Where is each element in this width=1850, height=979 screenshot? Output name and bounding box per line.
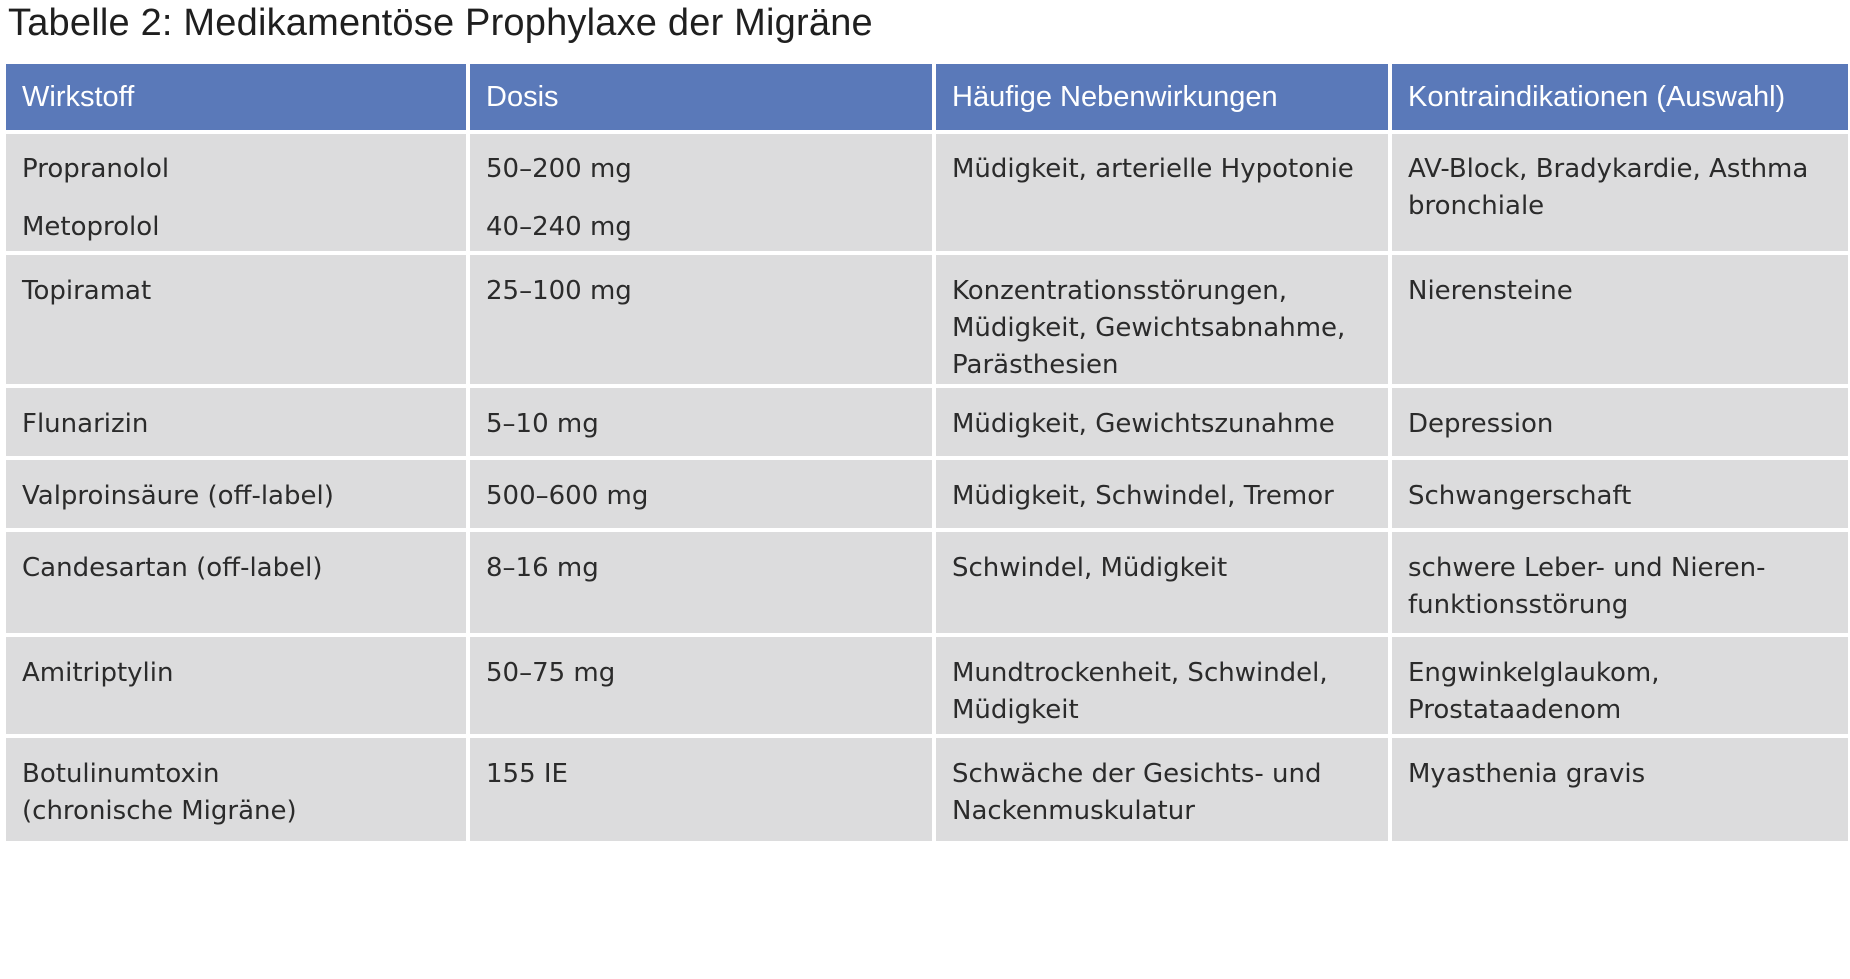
cell-dosis	[470, 134, 932, 251]
table-row	[6, 255, 1848, 384]
cell-wirkstoff: Amitriptylin	[6, 637, 466, 734]
header-nebenwirkungen: Häufige Nebenwirkungen	[936, 64, 1388, 130]
dosis-text-secondary: 40–240 mg	[486, 212, 632, 242]
table-header	[6, 64, 1848, 130]
wirkstoff-text: Propranolol	[22, 154, 170, 184]
cell-dosis: 500–600 mg	[470, 460, 932, 528]
table-row	[6, 738, 1848, 841]
cell-nebenwirkungen: Müdigkeit, Gewichtszunahme	[936, 388, 1388, 456]
prophylaxis-table	[6, 64, 1848, 841]
cell-kontraindikationen: Schwangerschaft	[1392, 460, 1848, 528]
cell-wirkstoff: Candesartan (off-label)	[6, 532, 466, 633]
table-title: Tabelle 2: Medikamentöse Prophylaxe der Migräne	[8, 2, 873, 44]
table-row	[6, 637, 1848, 734]
table-row	[6, 532, 1848, 633]
cell-nebenwirkungen: Müdigkeit, Schwindel, Tremor	[936, 460, 1388, 528]
table-body	[6, 134, 1848, 841]
cell-dosis: 8–16 mg	[470, 532, 932, 633]
table-row	[6, 460, 1848, 528]
cell-kontraindikationen: Myasthenia gravis	[1392, 738, 1848, 841]
cell-nebenwirkungen: Schwäche der Gesichts- und Nackenmuskulatur	[936, 738, 1388, 841]
cell-dosis: 25–100 mg	[470, 255, 932, 384]
cell-dosis: 5–10 mg	[470, 388, 932, 456]
data-table	[2, 60, 1850, 845]
cell-nebenwirkungen: Mundtrockenheit, Schwindel, Müdigkeit	[936, 637, 1388, 734]
cell-kontraindikationen: AV-Block, Bradykardie, Asthma bronchiale	[1392, 134, 1848, 251]
table-row	[6, 388, 1848, 456]
dosis-text: 50–200 mg	[486, 154, 632, 184]
cell-kontraindikationen: schwere Leber- und Nieren-funktionsstörung	[1392, 532, 1848, 633]
cell-nebenwirkungen: Müdigkeit, arterielle Hypotonie	[936, 134, 1388, 251]
cell-kontraindikationen: Depression	[1392, 388, 1848, 456]
cell-wirkstoff: Botulinumtoxin (chronische Migräne)	[6, 738, 466, 841]
header-dosis: Dosis	[470, 64, 932, 130]
table-row	[6, 134, 1848, 251]
cell-dosis: 50–75 mg	[470, 637, 932, 734]
cell-wirkstoff	[6, 134, 466, 251]
wirkstoff-text-secondary: Metoprolol	[22, 212, 160, 242]
header-row	[6, 64, 1848, 130]
header-wirkstoff: Wirkstoff	[6, 64, 466, 130]
cell-dosis: 155 IE	[470, 738, 932, 841]
header-kontraindikationen: Kontraindikationen (Auswahl)	[1392, 64, 1848, 130]
cell-wirkstoff: Topiramat	[6, 255, 466, 384]
cell-kontraindikationen: Nierensteine	[1392, 255, 1848, 384]
cell-nebenwirkungen: Konzentrationsstörungen, Müdigkeit, Gewichtsabnahme, Parästhesien	[936, 255, 1388, 384]
cell-wirkstoff: Flunarizin	[6, 388, 466, 456]
cell-wirkstoff: Valproinsäure (off-label)	[6, 460, 466, 528]
cell-kontraindikationen: Engwinkelglaukom, Prostataadenom	[1392, 637, 1848, 734]
cell-nebenwirkungen: Schwindel, Müdigkeit	[936, 532, 1388, 633]
